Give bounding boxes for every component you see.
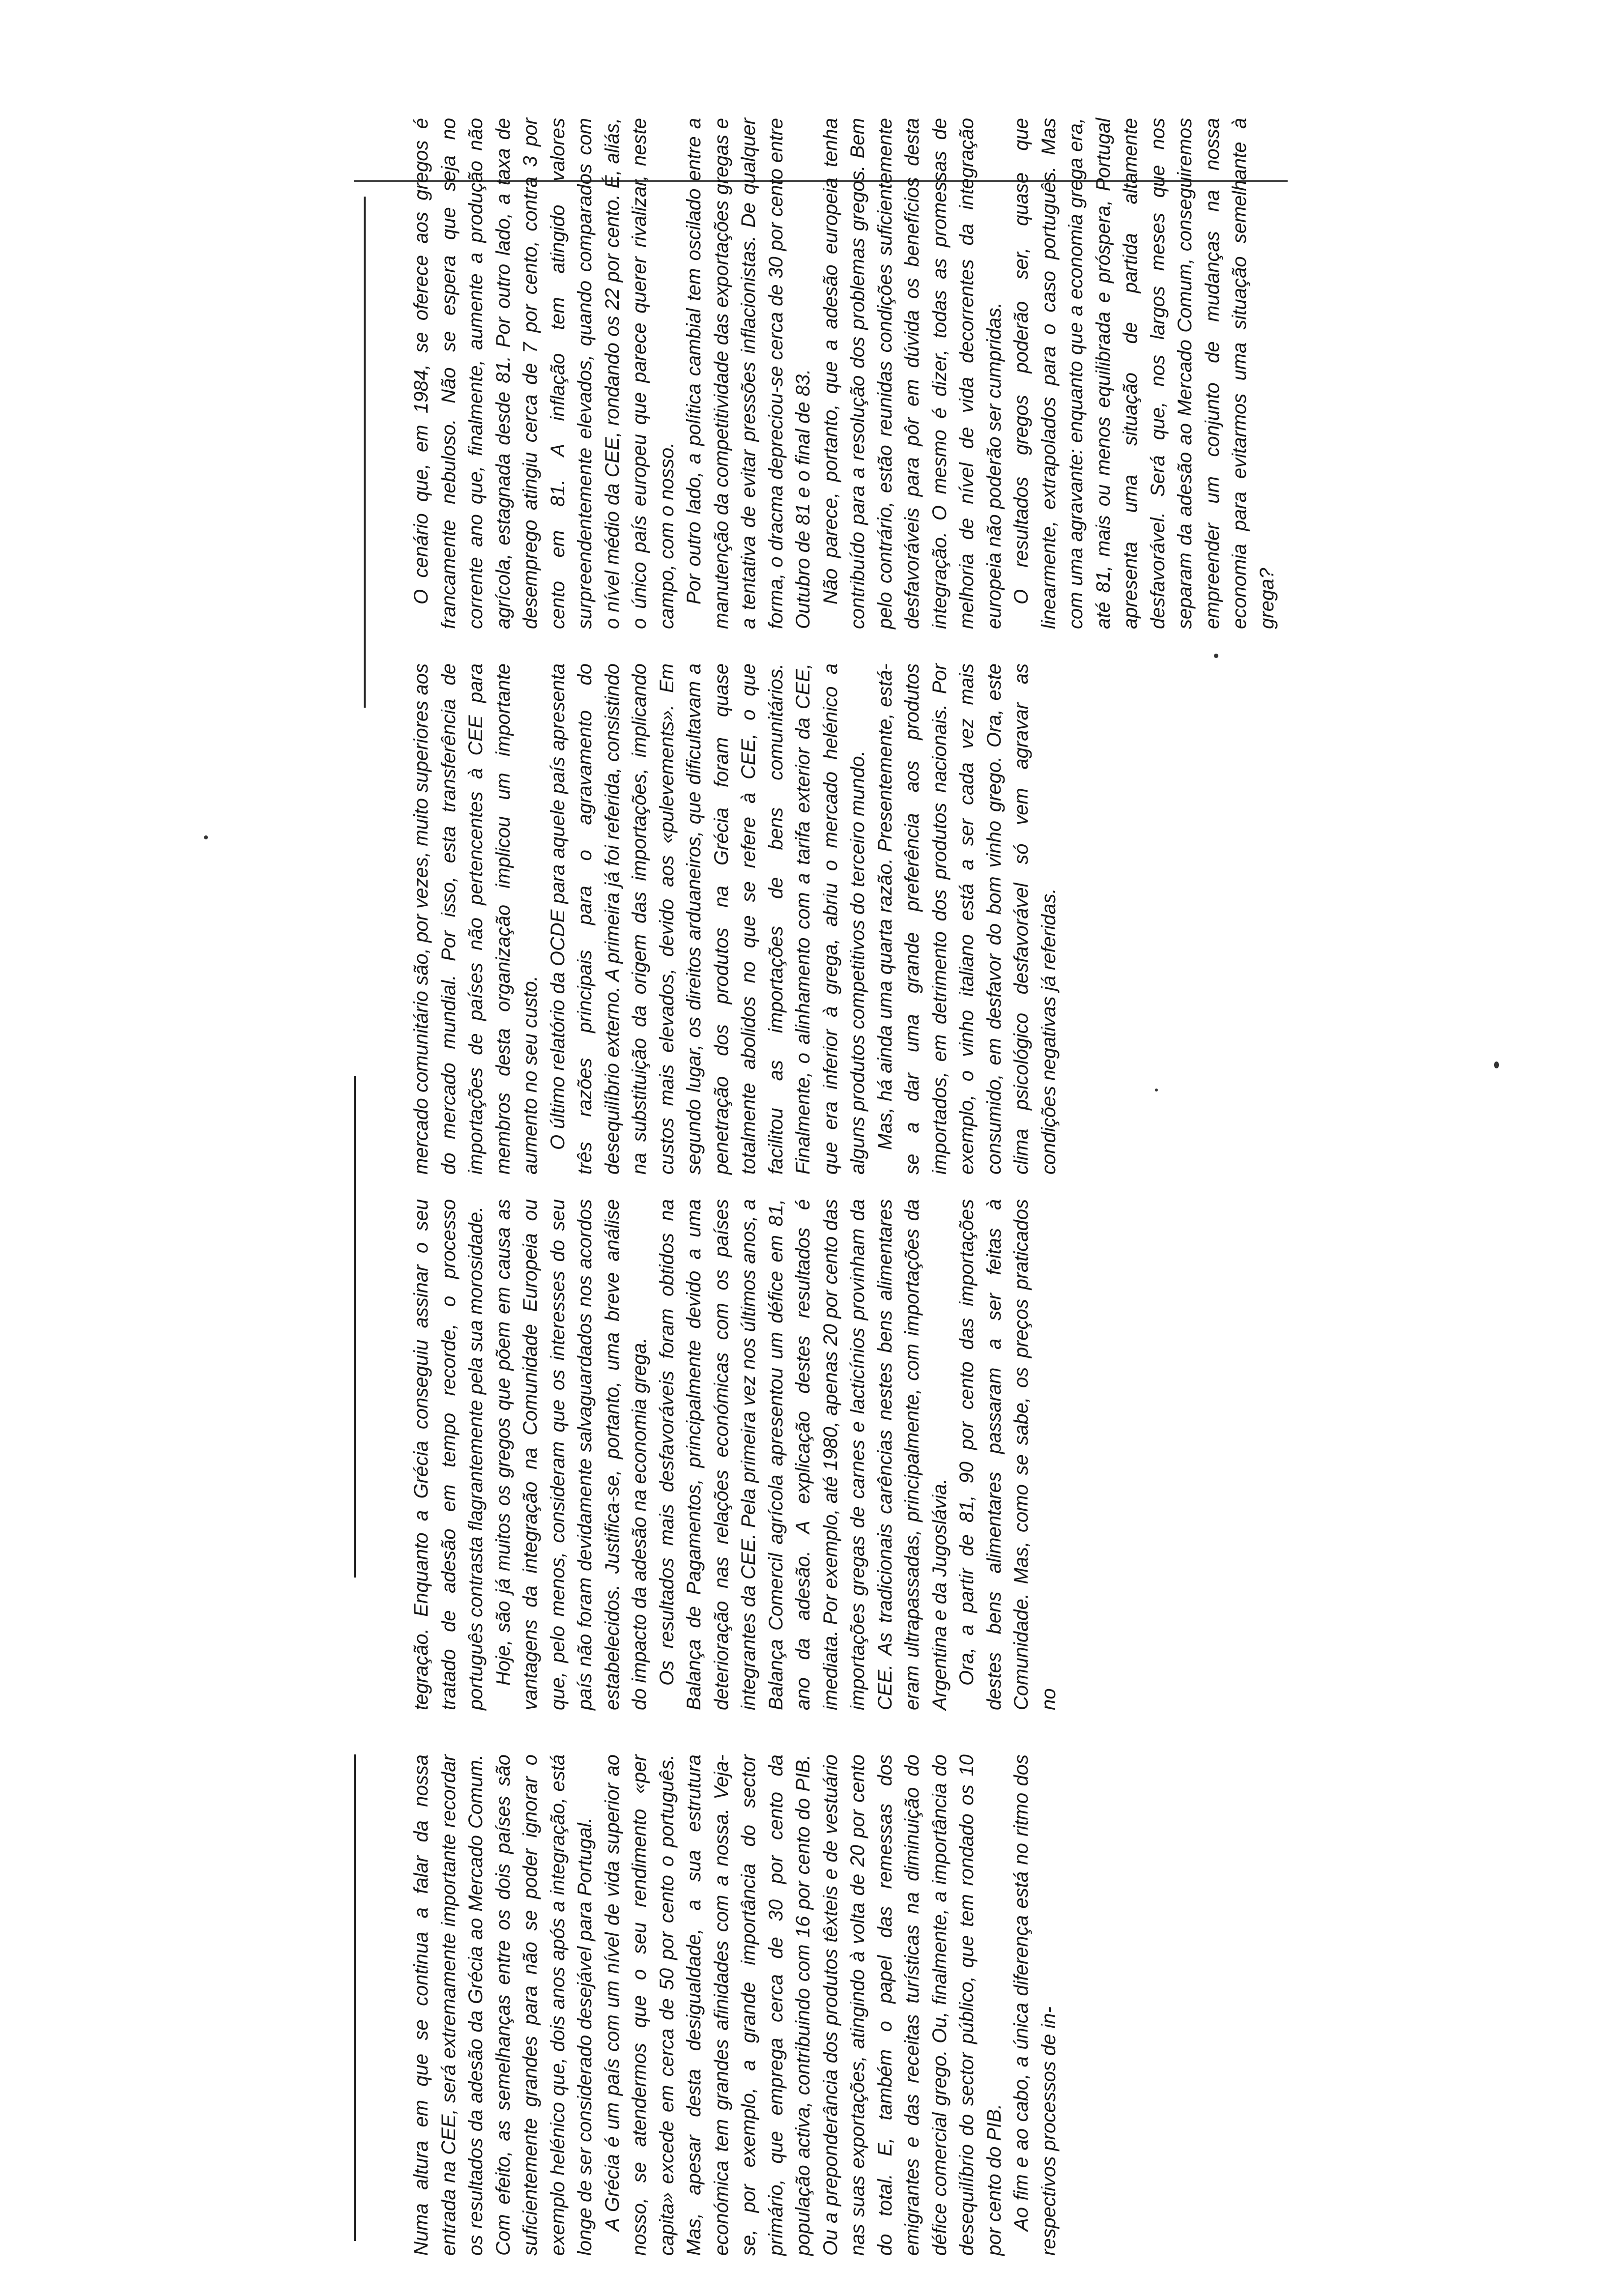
article-column-4 bbox=[408, 118, 1281, 629]
paragraph: O resultados gregos poderão ser, quase que linearmente, extrapolados para o caso português. Mas com uma agravante: enquanto que a economia grega era, até 81, mais ou menos equilibrada e próspera, Portugal apresenta uma situação de partida altamente desfavorável. Será que, nos largos meses que nos separam da adesão ao Mercado Comum, conseguiremos empreender um conjunto de mudanças na nossa economia para evitarmos uma situação semelhante à grega? bbox=[1010, 118, 1278, 629]
scan-speck bbox=[204, 835, 208, 839]
paragraph: Ao fim e ao cabo, a única diferença está no ritmo dos respectivos processos de in- bbox=[1010, 1754, 1060, 2256]
paragraph: Não parece, portanto, que a adesão europeia tenha contribuído para a resolução dos problemas gregos. Bem pelo contrário, estão reunidas condições suficientemente desfavoráveis para pôr em dúvida os benefícios desta integração. O mesmo é dizer, todas as promessas de melhoria de nível de vida decorrentes da integração europeia não poderão ser cumpridas. bbox=[819, 118, 1005, 629]
article-column-3 bbox=[408, 663, 1063, 1175]
paragraph: tegração. Enquanto a Grécia conseguiu assinar o seu tratado de adesão em tempo recorde, o processo português contrasta flagrantemente pela sua morosidade. bbox=[410, 1199, 487, 1710]
paragraph: mercado comunitário são, por vezes, muito superiores aos do mercado mundial. Por isso, esta transferência de importações de países não pertencentes à CEE para membros desta organização implicou um importante aumento no seu custo. bbox=[410, 663, 541, 1175]
rotated-article bbox=[354, 93, 1317, 2256]
scan-speck bbox=[1494, 1062, 1499, 1068]
paragraph: A Grécia é um país com um nível de vida superior ao nosso, se atendermos que o seu rendimento «per capita» excede em cerca de 50 por cento o português. Mas, apesar desta desigualdade, a sua estrutura económica tem grandes afinidades com a nossa. Veja-se, por exemplo, a grande importância do sector primário, que emprega cerca de 30 por cento da população activa, contribuindo com 16 por cento do PIB. Ou a preponderância dos produtos têxteis e de vestuário nas suas exportações, atingindo à volta de 20 por cento do total. E, também o papel das remessas dos emigrantes e das receitas turísticas na diminuição do défice comercial grego. Ou, finalmente, a importância do desequilíbrio do sector público, que tem rondado os 10 por cento do PIB. bbox=[601, 1754, 1005, 2256]
paragraph: O último relatório da OCDE para aquele país apresenta três razões principais para o agravamento do desequilíbrio externo. A primeira já foi referida, consistindo na substituição da origem das importações, implicando custos mais elevados, devido aos «pulevements». Em segundo lugar, os direitos arduaneiros, que dificultavam a penetração dos produtos na Grécia foram quase totalmente abolidos no que se refere à CEE, o que facilitou as importações de bens comunitários. Finalmente, o alinhamento com a tarifa exterior da CEE, que era inferior à grega, abriu o mercado helénico a alguns produtos competitivos do terceiro mundo. bbox=[547, 663, 868, 1175]
paragraph: Hoje, são já muitos os gregos que põem em causa as vantagens da integração na Comunidade Europeia ou que, pelo menos, consideram que os interesses do seu país não foram devidamente salvaguardados nos acordos estabelecidos. Justifica-se, portanto, uma breve análise do impacto da adesão na economia grega. bbox=[492, 1199, 650, 1710]
paragraph: Numa altura em que se continua a falar da nossa entrada na CEE, será extremamente importante recordar os resultados da adesão da Grécia ao Mercado Comum. Com efeito, as semelhanças entre os dois países são suficientemente grandes para não se poder ignorar o exemplo helénico que, dois anos após a integração, está longe de ser considerado desejável para Portugal. bbox=[410, 1754, 596, 2256]
scan-speck bbox=[1155, 1089, 1158, 1091]
paragraph: Ora, a partir de 81, 90 por cento das importações destes bens alimentares passaram a ser feitas à Comunidade. Mas, como se sabe, os preços praticados no bbox=[956, 1199, 1060, 1710]
column-rule bbox=[354, 1754, 356, 2241]
paragraph: Mas, há ainda uma quarta razão. Presentemente, está-se a dar uma grande preferência aos produtos importados, em detrimento dos produtos nacionais. Por exemplo, o vinho italiano está a ser cada vez mais consumido, em desfavor do bom vinho grego. Ora, este clima psicológico desfavorável só vem agravar as condições negativas já referidas. bbox=[874, 663, 1060, 1175]
column-rule bbox=[364, 197, 366, 708]
paragraph: O cenário que, em 1984, se oferece aos gregos é francamente nebuloso. Não se espera que seja no corrente ano que, finalmente, aumente a produção não agrícola, estagnada desde 81. Por outro lado, a taxa de desemprego atingiu cerca de 7 por cento, contra 3 por cento em 81. A inflação tem atingido valores surpreendentemente elevados, quando comparados com o nível médio da CEE, rondando os 22 por cento. É, aliás, o único país europeu que parece querer rivalizar, neste campo, com o nosso. bbox=[410, 118, 678, 629]
scan-speck bbox=[1214, 654, 1218, 658]
paragraph: Os resultados mais desfavoráveis foram obtidos na Balança de Pagamentos, principalmente devido a uma deterioração nas relações económicas com os países integrantes da CEE. Pela primeira vez nos últimos anos, a Balança Comercil agrícola apresentou um défice em 81, ano da adesão. A explicação destes resultados é imediata. Por exemplo, até 1980, apenas 20 por cento das importações gregas de carnes e lacticínios provinham da CEE. As tradicionais carências nestes bens alimentares eram ultrapassadas, principalmente, com importações da Argentina e da Jugoslávia. bbox=[656, 1199, 950, 1710]
paragraph: Por outro lado, a política cambial tem oscilado entre a manutenção da competitividade das exportações gregas e a tentativa de evitar pressões inflacionistas. De qualquer forma, o dracma depreciou-se cerca de 30 por cento entre Outubro de 81 e o final de 83. bbox=[683, 118, 814, 629]
article-column-1 bbox=[408, 1754, 1063, 2256]
article-column-2 bbox=[408, 1199, 1063, 1710]
column-rule bbox=[354, 1076, 356, 1578]
